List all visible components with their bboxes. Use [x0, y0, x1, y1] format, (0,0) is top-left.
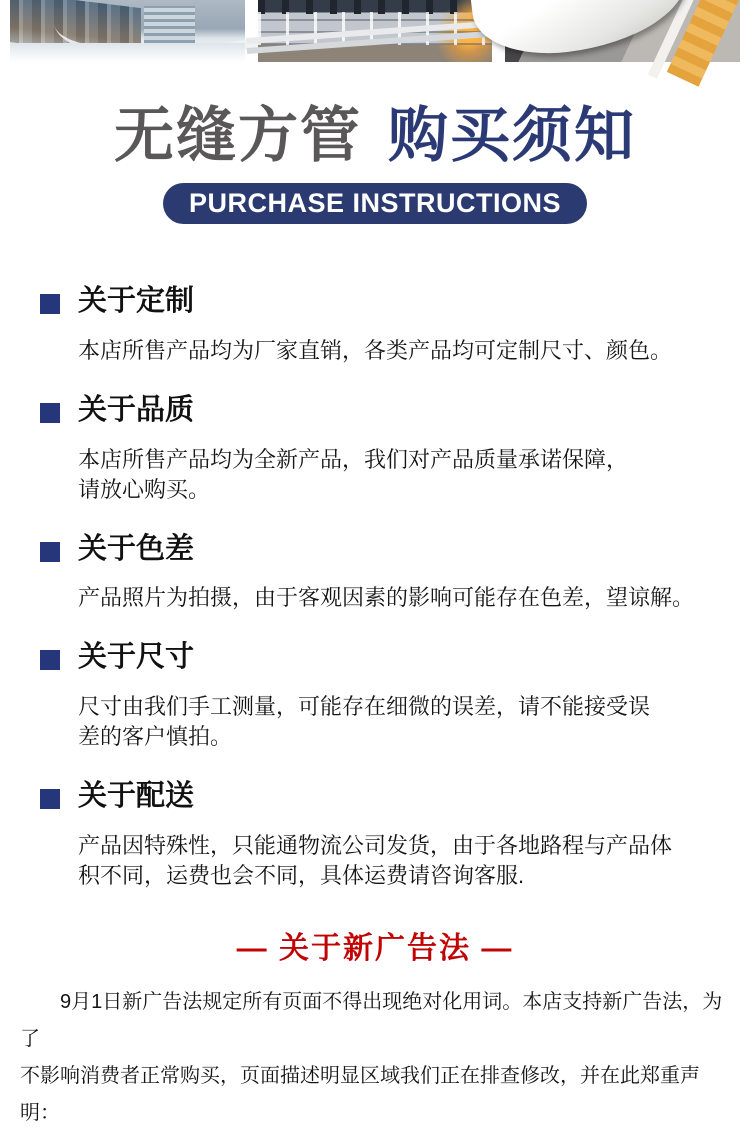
- instruction-sections: [0, 284, 750, 891]
- section-body: 本店所售产品均为全新产品，我们对产品质量承诺保障， 请放心购买。: [78, 446, 629, 502]
- advertising-law-title: — 关于新广告法 —: [236, 932, 514, 966]
- section-heading-row: [40, 779, 710, 814]
- snow-ground: [10, 43, 245, 62]
- section-body: 本店所售产品均为厂家直销，各类产品均可定制尺寸、颜色。: [78, 337, 673, 363]
- section-color-difference: [40, 532, 710, 614]
- advertising-law-text: 9月1日新广告法规定所有页面不得出现绝对化用词。本店支持新广告法，为了 不影响消费者正常购买，页面描述明显区域我们正在排查修改，并在此郑重声明：: [20, 991, 723, 1125]
- section-heading-row: [40, 532, 710, 567]
- product-name-title: 无缝方管: [114, 102, 362, 169]
- tower-block: [144, 6, 196, 43]
- page-title: [0, 100, 750, 172]
- badge-label: PURCHASE INSTRUCTIONS: [188, 188, 562, 218]
- substation-equipment-photo: [258, 0, 493, 62]
- high-speed-train-photo: [505, 0, 740, 62]
- section-title: 关于配送: [78, 780, 195, 813]
- section-body: 产品因特殊性，只能通物流公司发货，由于各地路程与产品体 积不同，运费也会不同，具体运费请咨询客服.: [78, 833, 673, 889]
- square-bullet-icon: [40, 294, 60, 314]
- section-dimensions: [40, 640, 710, 752]
- section-title: 关于色差: [78, 532, 195, 565]
- section-quality: [40, 393, 710, 505]
- square-bullet-icon: [40, 789, 60, 809]
- product-photo-strip: [0, 0, 750, 62]
- advertising-law-notice: [0, 923, 750, 1132]
- section-title: 关于定制: [78, 285, 195, 318]
- section-body: 产品照片为拍摄，由于客观因素的影响可能存在色差，望谅解。: [78, 585, 695, 611]
- square-bullet-icon: [40, 403, 60, 423]
- section-heading-row: [40, 393, 710, 428]
- section-body: 尺寸由我们手工测量，可能存在细微的误差，请不能接受误 差的客户慎拍。: [78, 694, 651, 750]
- section-heading-row: [40, 640, 710, 675]
- square-bullet-icon: [40, 542, 60, 562]
- section-customization: [40, 284, 710, 366]
- purchase-instructions-badge: [163, 183, 587, 224]
- section-title: 关于尺寸: [78, 641, 195, 674]
- square-bullet-icon: [40, 650, 60, 670]
- notice-title: 购买须知: [388, 102, 636, 169]
- section-title: 关于品质: [78, 393, 195, 426]
- section-heading-row: [40, 284, 710, 319]
- section-delivery: [40, 779, 710, 891]
- building-exterior-photo: [10, 0, 245, 62]
